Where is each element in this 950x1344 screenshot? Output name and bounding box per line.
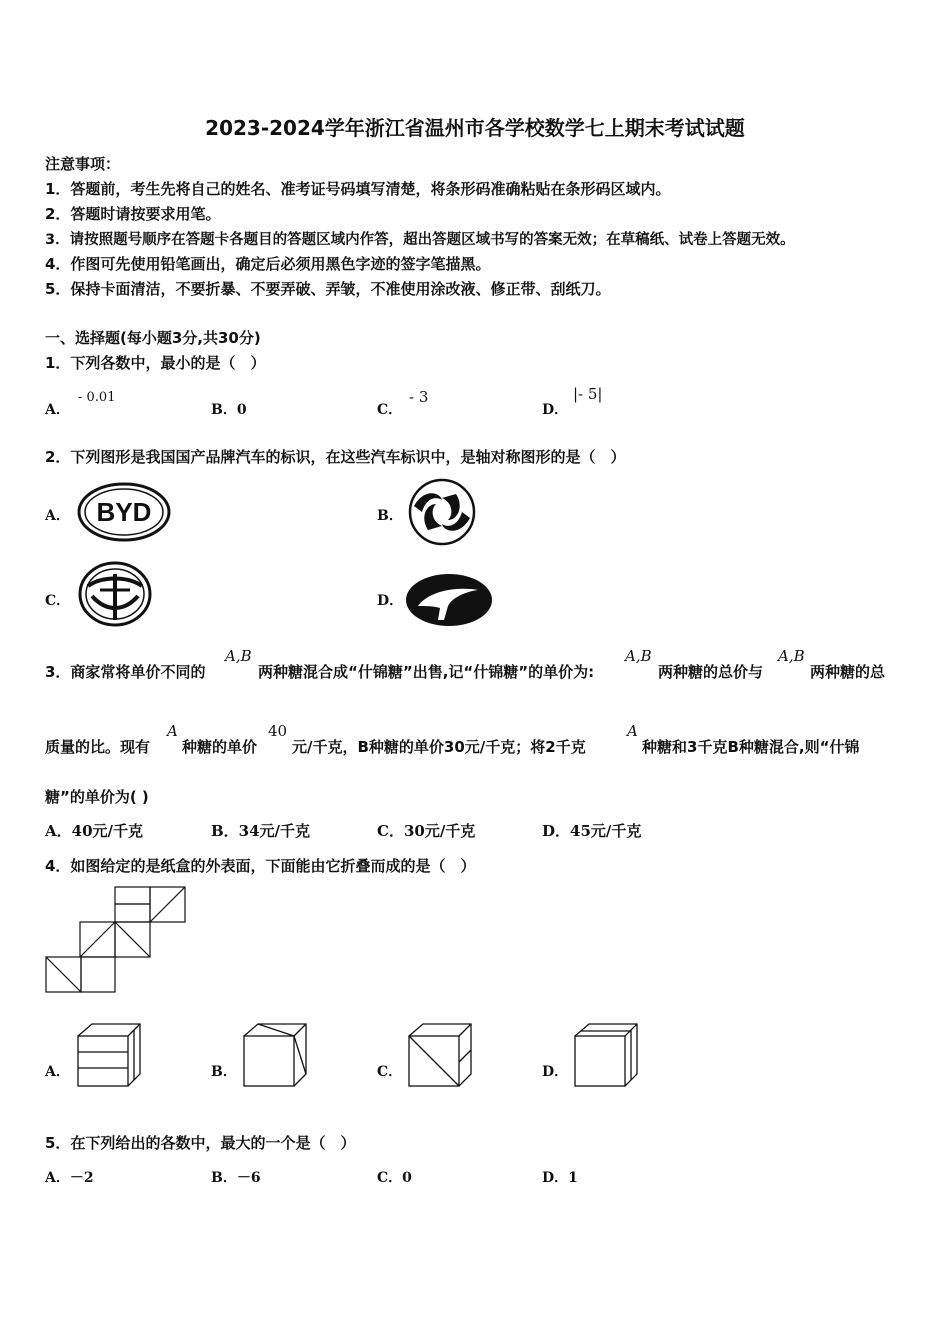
question-3-line-1d: 两种糖的总 [810, 663, 886, 681]
q3-option-b[interactable]: B．34元/千克 [211, 822, 311, 840]
question-3-line-2a: 质量的比。现有 [45, 738, 151, 756]
q3-math-a: A [627, 722, 638, 740]
q3-math-a: A [167, 722, 178, 740]
q5-option-d[interactable]: D．1 [542, 1170, 578, 1186]
box-net-figure [46, 887, 191, 997]
dongfeng-logo-icon [406, 478, 478, 546]
question-3-line-2b: 种糖的单价 [182, 738, 258, 756]
q4-option-d[interactable]: D． [542, 1064, 569, 1080]
question-5-stem: 5．在下列给出的各数中，最大的一个是（ ） [45, 1134, 356, 1152]
q4-option-c[interactable]: C． [377, 1064, 403, 1080]
q1-option-d[interactable]: D． [542, 402, 569, 418]
notice-item: 1．答题前，考生先将自己的姓名、准考证号码填写清楚，将条形码准确粘贴在条形码区域内。 [45, 180, 671, 198]
byd-logo-icon [77, 482, 172, 542]
q1-option-d-value: |- 5| [573, 385, 603, 403]
q3-math-ab: A,B [778, 647, 805, 665]
question-3-line-2d: 种糖和3千克B种糖混合,则“什锦 [642, 738, 860, 756]
q4-cube-a-figure [76, 1022, 144, 1090]
q1-option-b[interactable]: B．0 [211, 402, 247, 418]
byd-logo-text: BYD [96, 497, 152, 527]
q1-option-a-value: - 0.01 [78, 390, 116, 405]
q5-option-a[interactable]: A．－2 [45, 1170, 94, 1186]
q5-option-c[interactable]: C．0 [377, 1170, 412, 1186]
q3-math-ab: A,B [225, 647, 252, 665]
q4-cube-b-figure [242, 1022, 310, 1090]
q4-option-b[interactable]: B． [211, 1064, 237, 1080]
q5-option-b[interactable]: B．－6 [211, 1170, 261, 1186]
q1-option-c[interactable]: C． [377, 402, 403, 418]
q1-option-a[interactable]: A． [45, 402, 70, 418]
q4-option-a[interactable]: A． [45, 1064, 70, 1080]
notice-heading: 注意事项： [45, 155, 121, 173]
notice-item: 5．保持卡面清洁，不要折暴、不要弄破、弄皱，不准使用涂改液、修正带、刮纸刀。 [45, 280, 611, 298]
q2-option-c[interactable]: C． [45, 593, 71, 609]
q3-option-d[interactable]: D．45元/千克 [542, 822, 642, 840]
question-3-line-2c: 元/千克，B种糖的单价30元/千克；将2千克 [292, 738, 586, 756]
question-4-stem: 4．如图给定的是纸盒的外表面，下面能由它折叠而成的是（ ） [45, 857, 476, 875]
haima-logo-icon [404, 572, 494, 628]
question-1-stem: 1．下列各数中，最小的是（ ） [45, 354, 266, 372]
q3-math-ab: A,B [625, 647, 652, 665]
q2-option-d[interactable]: D． [377, 593, 404, 609]
q2-option-b[interactable]: B． [377, 508, 403, 524]
q3-option-c[interactable]: C．30元/千克 [377, 822, 476, 840]
question-3-line-3: 糖”的单价为( ) [45, 788, 149, 806]
notice-item: 3．请按照题号顺序在答题卡各题目的答题区域内作答，超出答题区域书写的答案无效；在草稿纸、试卷上答题无效。 [45, 232, 795, 248]
question-3-line-1c: 两种糖的总价与 [658, 663, 764, 681]
q4-cube-c-figure [407, 1022, 475, 1090]
q3-option-a[interactable]: A．40元/千克 [45, 822, 143, 840]
page-title: 2023-2024学年浙江省温州市各学校数学七上期末考试试题 [205, 116, 745, 140]
section-heading: 一、选择题(每小题3分,共30分) [45, 329, 261, 347]
q1-option-c-value: - 3 [409, 388, 429, 406]
q4-cube-d-figure [573, 1020, 643, 1090]
q2-option-a[interactable]: A． [45, 508, 70, 524]
notice-item: 2．答题时请按要求用笔。 [45, 205, 221, 223]
notice-item: 4．作图可先使用铅笔画出，确定后必须用黑色字迹的签字笔描黑。 [45, 255, 491, 273]
question-3-line-1a: 3．商家常将单价不同的 [45, 663, 206, 681]
q3-math-forty: 40 [268, 722, 288, 740]
question-2-stem: 2．下列图形是我国国产品牌汽车的标识，在这些汽车标识中，是轴对称图形的是（ ） [45, 448, 626, 466]
brilliance-logo-icon [78, 560, 154, 628]
question-3-line-1b: 两种糖混合成“什锦糖”出售,记“什锦糖”的单价为: [258, 663, 595, 681]
